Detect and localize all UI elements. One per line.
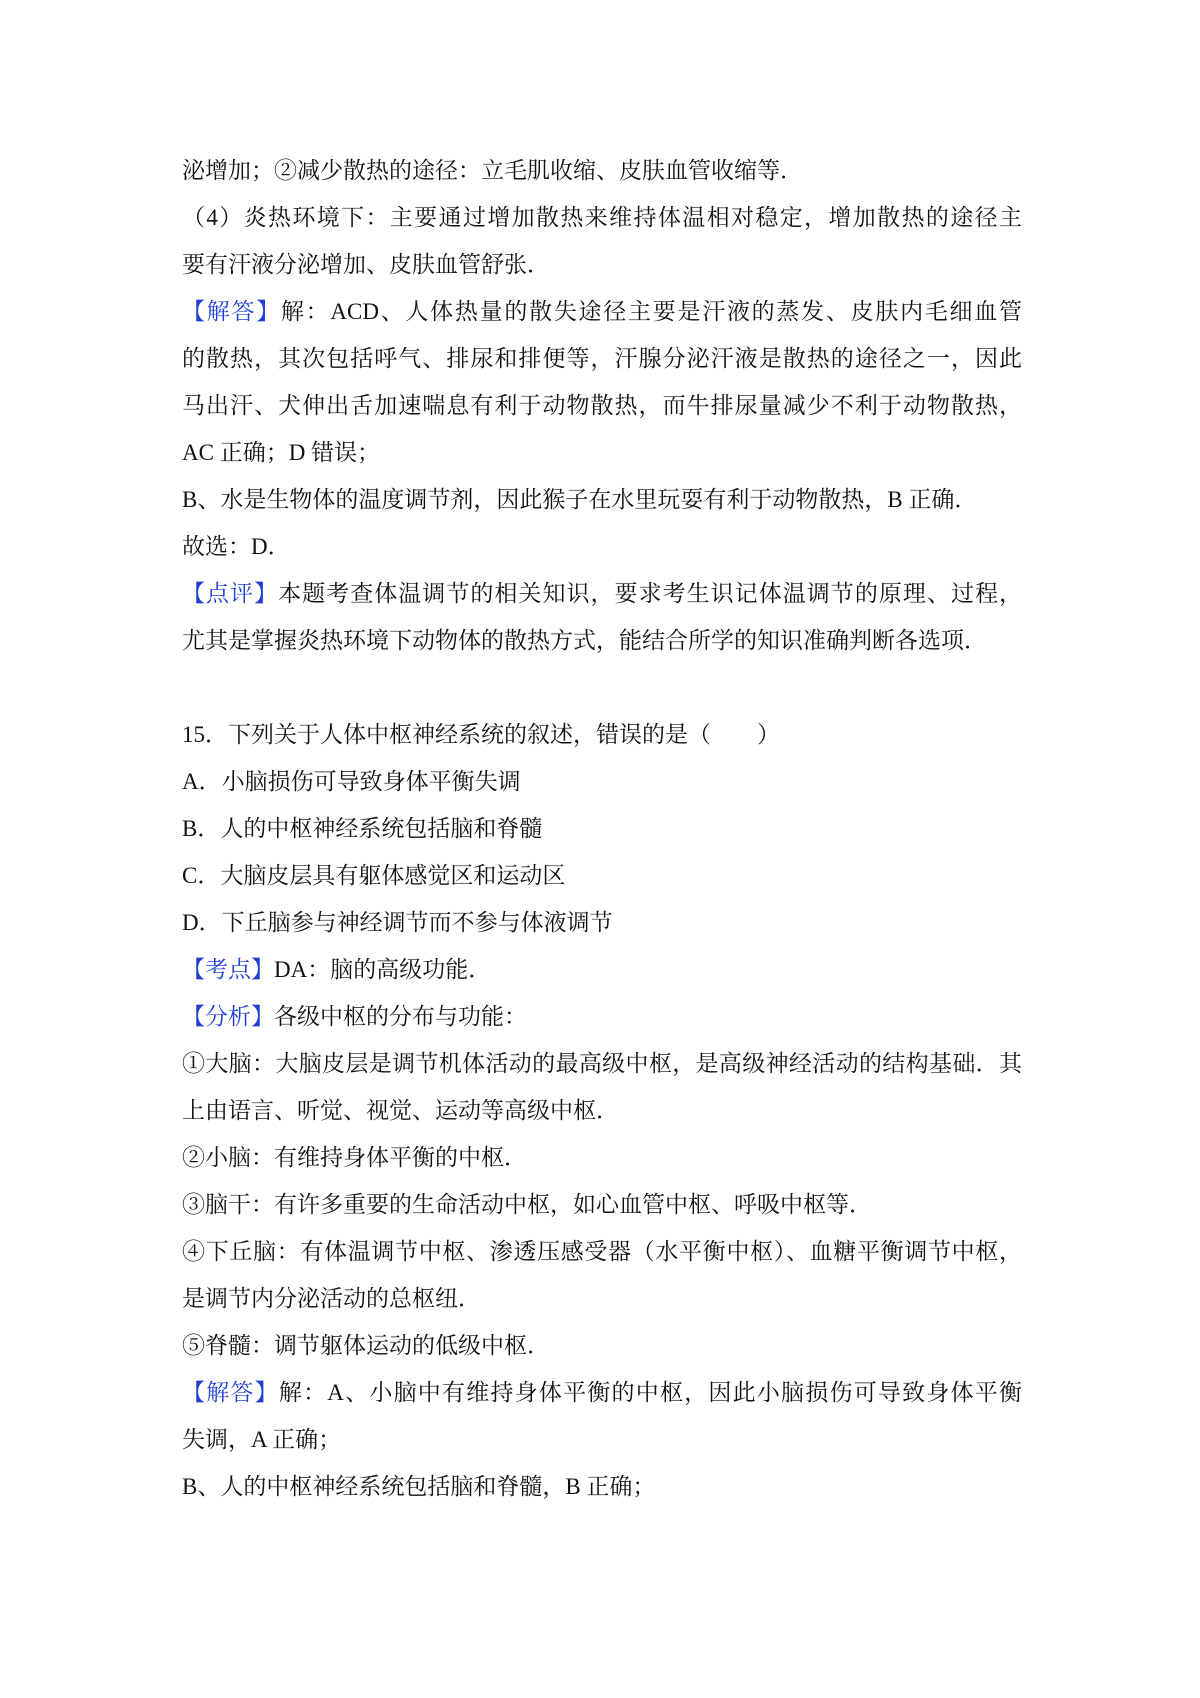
analysis-text: 各级中枢的分布与功能： <box>274 1004 527 1029</box>
solution-line: B、人的中枢神经系统包括脑和脊髓，B 正确； <box>182 1474 656 1499</box>
solution-line: AC 正确；D 错误； <box>182 440 381 465</box>
option-a: A．小脑损伤可导致身体平衡失调 <box>182 769 521 794</box>
final-answer-line: 故选：D． <box>182 534 291 559</box>
solution-line: 马出汗、犬伸出舌加速喘息有利于动物散热，而牛排尿量减少不利于动物散热， <box>182 393 1022 418</box>
analysis-line: 泌增加；②减少散热的途径：立毛肌收缩、皮肤血管收缩等． <box>182 158 803 183</box>
analysis-line: ④下丘脑：有体温调节中枢、渗透压感受器（水平衡中枢）、血糖平衡调节中枢， <box>182 1239 1022 1264</box>
section-gap <box>182 664 1022 711</box>
analysis-line: ①大脑：大脑皮层是调节机体活动的最高级中枢，是高级神经活动的结构基础．其 <box>182 1051 1022 1076</box>
analysis-line: 要有汗液分泌增加、皮肤血管舒张． <box>182 252 550 277</box>
analysis-line: （4）炎热环境下：主要通过增加散热来维持体温相对稳定，增加散热的途径主 <box>182 205 1022 230</box>
solution-line <box>182 288 1022 335</box>
analysis-label: 【分析】 <box>182 1004 274 1029</box>
comment-line <box>182 570 1022 617</box>
analysis-line <box>182 993 1022 1040</box>
knowledge-point-label: 【考点】 <box>182 957 274 982</box>
option-b: B．人的中枢神经系统包括脑和脊髓 <box>182 816 543 841</box>
analysis-line: ③脑干：有许多重要的生命活动中枢，如心血管中枢、呼吸中枢等． <box>182 1192 872 1217</box>
solution-line <box>182 1369 1022 1416</box>
analysis-line: ②小脑：有维持身体平衡的中枢． <box>182 1145 527 1170</box>
analysis-line: 是调节内分泌活动的总枢纽． <box>182 1286 481 1311</box>
option-c: C．大脑皮层具有躯体感觉区和运动区 <box>182 863 566 888</box>
knowledge-point-text: DA：脑的高级功能． <box>274 957 492 982</box>
solution-text: 解：ACD、人体热量的散失途径主要是汗液的蒸发、皮肤内毛细血管 <box>280 299 1022 324</box>
solution-line: B、水是生物体的温度调节剂，因此猴子在水里玩耍有利于动物散热，B 正确． <box>182 487 978 512</box>
comment-label: 【点评】 <box>182 581 279 606</box>
solution-label: 【解答】 <box>182 299 281 324</box>
analysis-line: 上由语言、听觉、视觉、运动等高级中枢． <box>182 1098 619 1123</box>
solution-label: 【解答】 <box>182 1380 279 1405</box>
knowledge-point-line <box>182 946 1022 993</box>
solution-line: 的散热，其次包括呼气、排尿和排便等，汗腺分泌汗液是散热的途径之一，因此 <box>182 346 1022 371</box>
question-stem: 15．下列关于人体中枢神经系统的叙述，错误的是（ ） <box>182 722 780 747</box>
comment-text: 本题考查体温调节的相关知识，要求考生识记体温调节的原理、过程， <box>278 581 1022 606</box>
comment-line: 尤其是掌握炎热环境下动物体的散热方式，能结合所学的知识准确判断各选项． <box>182 628 987 653</box>
page-content <box>182 147 1022 1510</box>
analysis-line: ⑤脊髓：调节躯体运动的低级中枢． <box>182 1333 550 1358</box>
option-d: D．下丘脑参与神经调节而不参与体液调节 <box>182 910 613 935</box>
solution-line: 失调，A 正确； <box>182 1427 342 1452</box>
solution-text: 解：A、小脑中有维持身体平衡的中枢，因此小脑损伤可导致身体平衡 <box>278 1380 1022 1405</box>
